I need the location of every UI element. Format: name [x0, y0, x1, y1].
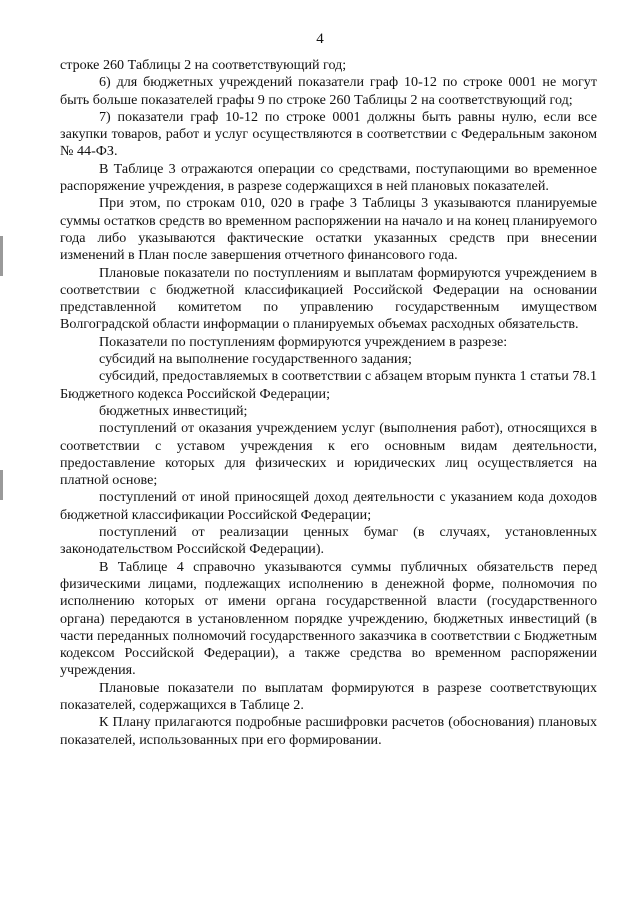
paragraph-item-6: 6) для бюджетных учреждений показатели граф 10-12 по строке 0001 не могут быть больше показателей графы 9 по строке 260 Таблицы 2 на соответствующий год;: [60, 74, 597, 108]
paragraph-item-7: 7) показатели граф 10-12 по строке 0001 должны быть равны нулю, если все закупки товаров, работ и услуг осуществляются в соответствии с Федеральным законом № 44-ФЗ.: [60, 108, 597, 160]
list-item-budget-investments: бюджетных инвестиций;: [99, 402, 248, 419]
list-item-paid-services: поступлений от оказания учреждением услуг (выполнения работ), относящихся в соответствии с уставом учреждения к его основным видам деятельности, предоставление которых для физических и юридических лиц осуществляется на платной основе;: [60, 420, 597, 489]
page-number: 4: [316, 31, 324, 47]
paragraph-table-4: В Таблице 4 справочно указываются суммы публичных обязательств перед физическими лицами, подлежащих исполнению в денежной форме, полномочия по исполнению которых от имени органа государственной власти (государственного органа) передаются в установленном порядке учреждению, бюджетных инвестиций (в части переданных полномочий государственного заказчика в соответствии с Бюджетным кодексом Российской Федерации), а также средства во временном распоряжении учреждения.: [60, 558, 597, 679]
paragraph-receipts-intro: Показатели по поступлениям формируются учреждением в разрезе:: [99, 333, 508, 350]
list-item-state-task-subsidies: субсидий на выполнение государственного задания;: [99, 351, 412, 368]
list-item-other-income: поступлений от иной приносящей доход деятельности с указанием кода доходов бюджетной классификации Российской Федерации;: [60, 489, 597, 523]
paragraph-table-3: В Таблице 3 отражаются операции со средствами, поступающими во временное распоряжение учреждения, в разрезе содержащихся в ней плановых показателей.: [60, 160, 597, 195]
paragraph-attachments: К Плану прилагаются подробные расшифровки расчетов (обоснования) плановых показателей, использованных при его формировании.: [60, 714, 597, 748]
document-body: [60, 57, 597, 749]
scan-edge-mark: [0, 470, 3, 500]
paragraph-continuation: строке 260 Таблицы 2 на соответствующий год;: [60, 57, 347, 73]
paragraph-planned-indicators: Плановые показатели по поступлениям и выплатам формируются учреждением в соответствии с бюджетной классификацией Российской Федерации на основании представленной комитетом по управлению государственным имуществом Волгоградской области информации о планируемых объемах расходных обязательств.: [60, 264, 597, 333]
list-item-securities: поступлений от реализации ценных бумаг (в случаях, установленных законодательством Российской Федерации).: [60, 524, 597, 558]
list-item-other-subsidies: субсидий, предоставляемых в соответствии с абзацем вторым пункта 1 статьи 78.1 Бюджетного кодекса Российской Федерации;: [60, 368, 597, 402]
paragraph-table-3-rows: При этом, по строкам 010, 020 в графе 3 Таблицы 3 указываются планируемые суммы остатков средств во временном распоряжении на начало и на конец планируемого года либо указываются фактические остатки указанных средств при внесении изменений в План после завершения отчетного финансового года.: [60, 195, 597, 264]
scan-edge-mark: [0, 236, 3, 276]
paragraph-payments: Плановые показатели по выплатам формируются в разрезе соответствующих показателей, содержащихся в Таблице 2.: [60, 679, 597, 713]
